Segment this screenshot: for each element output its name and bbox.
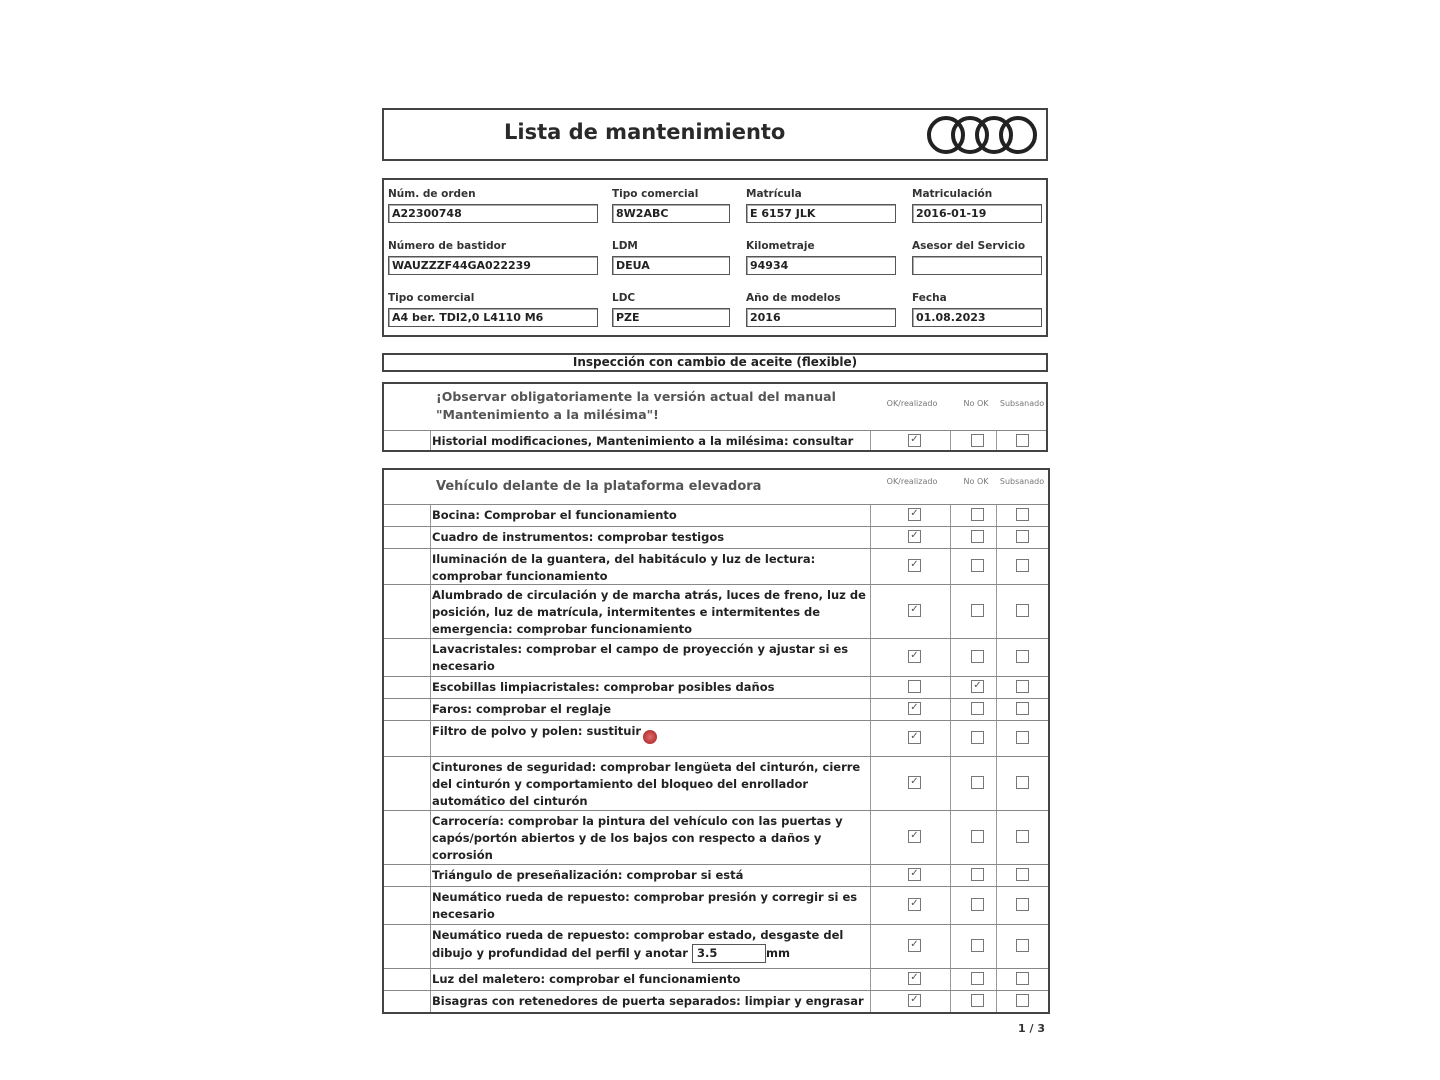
checkbox[interactable] — [971, 530, 984, 543]
checked-checkbox[interactable]: ✓ — [908, 434, 921, 447]
checklist-item-label: Neumático rueda de repuesto: comprobar estado, desgaste del dibujo y profundidad del perfil y anotar — [432, 928, 844, 960]
column-header: OK/realizado — [886, 399, 938, 408]
checked-checkbox[interactable]: ✓ — [908, 604, 921, 617]
checked-checkbox[interactable]: ✓ — [908, 559, 921, 572]
field-label: Tipo comercial — [612, 188, 699, 200]
checkbox[interactable] — [1016, 530, 1029, 543]
field-value[interactable]: 8W2ABC — [612, 204, 730, 223]
checkbox[interactable] — [971, 830, 984, 843]
checked-checkbox[interactable]: ✓ — [908, 702, 921, 715]
field-label: LDM — [612, 240, 638, 252]
field-label: Número de bastidor — [388, 240, 507, 252]
checkbox[interactable] — [971, 898, 984, 911]
checked-checkbox[interactable]: ✓ — [971, 680, 984, 693]
document-title: Lista de mantenimiento — [504, 120, 786, 144]
checkbox[interactable] — [1016, 994, 1029, 1007]
checklist-item-text: Escobillas limpiacristales: comprobar posibles daños — [432, 680, 775, 694]
notice-table — [382, 382, 1048, 452]
unit-label: mm — [765, 946, 790, 960]
checkbox[interactable] — [1016, 972, 1029, 985]
checklist-item-text: Cinturones de seguridad: comprobar lengüeta del cinturón, cierre del cinturón y comportamiento del bloqueo del enrollador automático del cinturón — [432, 760, 861, 808]
checkbox[interactable] — [1016, 898, 1029, 911]
tread-depth-input[interactable]: 3.5 — [692, 944, 766, 963]
checkbox[interactable] — [1016, 434, 1029, 447]
field-value[interactable]: 2016 — [746, 308, 896, 327]
field-value[interactable]: PZE — [612, 308, 730, 327]
checkbox[interactable] — [971, 994, 984, 1007]
field-label: Fecha — [912, 292, 947, 304]
field-value[interactable]: DEUA — [612, 256, 730, 275]
column-header: Subsanado — [999, 399, 1045, 408]
checkbox[interactable] — [971, 650, 984, 663]
field-label: Año de modelos — [746, 292, 841, 304]
checked-checkbox[interactable]: ✓ — [908, 650, 921, 663]
column-header: OK/realizado — [886, 477, 938, 486]
field-value[interactable]: 94934 — [746, 256, 896, 275]
checklist-item-text — [432, 927, 868, 963]
field-value[interactable] — [912, 256, 1042, 275]
column-header: Subsanado — [999, 477, 1045, 486]
checked-checkbox[interactable]: ✓ — [908, 830, 921, 843]
column-header: No OK — [963, 399, 989, 408]
checklist-item-text: Triángulo de preseñalización: comprobar si está — [432, 868, 744, 882]
checklist-item-text: Luz del maletero: comprobar el funcionamiento — [432, 972, 741, 986]
checklist-item-text: Lavacristales: comprobar el campo de proyección y ajustar si es necesario — [432, 642, 849, 673]
section-title: Inspección con cambio de aceite (flexible) — [382, 353, 1048, 372]
checklist-item-text: Filtro de polvo y polen: sustituir — [432, 724, 642, 738]
checked-checkbox[interactable]: ✓ — [908, 972, 921, 985]
checkbox[interactable] — [1016, 776, 1029, 789]
checked-checkbox[interactable]: ✓ — [908, 868, 921, 881]
field-label: LDC — [612, 292, 636, 304]
checkbox[interactable] — [1016, 830, 1029, 843]
checkbox[interactable] — [971, 939, 984, 952]
checked-checkbox[interactable]: ✓ — [908, 776, 921, 789]
checkbox[interactable] — [971, 604, 984, 617]
checklist-item-text: Alumbrado de circulación y de marcha atrás, luces de freno, luz de posición, luz de matrícula, intermitentes e intermitentes de emergencia: comprobar funcionamiento — [432, 588, 866, 636]
field-value[interactable]: A22300748 — [388, 204, 598, 223]
notice-header: ¡Observar obligatoriamente la versión actual del manual "Mantenimiento a la milésima"! — [436, 389, 836, 422]
field-label: Tipo comercial — [388, 292, 475, 304]
checked-checkbox[interactable]: ✓ — [908, 731, 921, 744]
vehicle-table-header: Vehículo delante de la plataforma elevadora — [436, 479, 762, 494]
checkbox[interactable] — [1016, 731, 1029, 744]
checkbox[interactable] — [971, 972, 984, 985]
field-label: Núm. de orden — [388, 188, 476, 200]
checkbox[interactable] — [1016, 508, 1029, 521]
checked-checkbox[interactable]: ✓ — [908, 994, 921, 1007]
field-value[interactable]: A4 ber. TDI2,0 L4110 M6 — [388, 308, 598, 327]
checklist-item-text: Faros: comprobar el reglaje — [432, 702, 612, 716]
field-label: Matrícula — [746, 188, 802, 200]
checklist-item-text: Cuadro de instrumentos: comprobar testigos — [432, 530, 725, 544]
field-label: Matriculación — [912, 188, 993, 200]
field-value[interactable]: 01.08.2023 — [912, 308, 1042, 327]
audi-rings-icon — [926, 113, 1038, 157]
checkbox[interactable] — [1016, 604, 1029, 617]
checked-checkbox[interactable]: ✓ — [908, 508, 921, 521]
checked-checkbox[interactable]: ✓ — [908, 939, 921, 952]
checkbox[interactable] — [1016, 680, 1029, 693]
checklist-item-text: Neumático rueda de repuesto: comprobar presión y corregir si es necesario — [432, 890, 858, 921]
checkbox[interactable] — [908, 680, 921, 693]
checklist-item-text: Bisagras con retenedores de puerta separados: limpiar y engrasar — [432, 994, 864, 1008]
checklist-item-text: Bocina: Comprobar el funcionamiento — [432, 508, 677, 522]
checklist-item-text: Historial modificaciones, Mantenimiento a la milésima: consultar — [432, 434, 854, 448]
checkbox[interactable] — [971, 559, 984, 572]
checkbox[interactable] — [971, 702, 984, 715]
checkbox[interactable] — [1016, 650, 1029, 663]
field-value[interactable]: 2016-01-19 — [912, 204, 1042, 223]
column-header: No OK — [963, 477, 989, 486]
field-value[interactable]: WAUZZZF44GA022239 — [388, 256, 598, 275]
checklist-item-text: Carrocería: comprobar la pintura del vehículo con las puertas y capós/portón abiertos y de los bajos con respecto a daños y corrosión — [432, 814, 843, 862]
checked-checkbox[interactable]: ✓ — [908, 898, 921, 911]
checkbox[interactable] — [971, 868, 984, 881]
checkbox[interactable] — [1016, 868, 1029, 881]
checkbox[interactable] — [1016, 559, 1029, 572]
vehicle-checklist-table — [382, 468, 1050, 1014]
field-label: Kilometraje — [746, 240, 815, 252]
field-value[interactable]: E 6157 JLK — [746, 204, 896, 223]
checkbox[interactable] — [1016, 702, 1029, 715]
checkbox[interactable] — [971, 731, 984, 744]
checkbox[interactable] — [971, 434, 984, 447]
red-marker-dot — [643, 730, 657, 744]
document-header — [382, 108, 1048, 161]
field-label: Asesor del Servicio — [912, 240, 1026, 252]
checklist-item-text: Iluminación de la guantera, del habitáculo y luz de lectura: comprobar funcionamiento — [432, 552, 816, 583]
checkbox[interactable] — [1016, 939, 1029, 952]
checked-checkbox[interactable]: ✓ — [908, 530, 921, 543]
checkbox[interactable] — [971, 776, 984, 789]
page-number: 1 / 3 — [1018, 1022, 1045, 1035]
checkbox[interactable] — [971, 508, 984, 521]
